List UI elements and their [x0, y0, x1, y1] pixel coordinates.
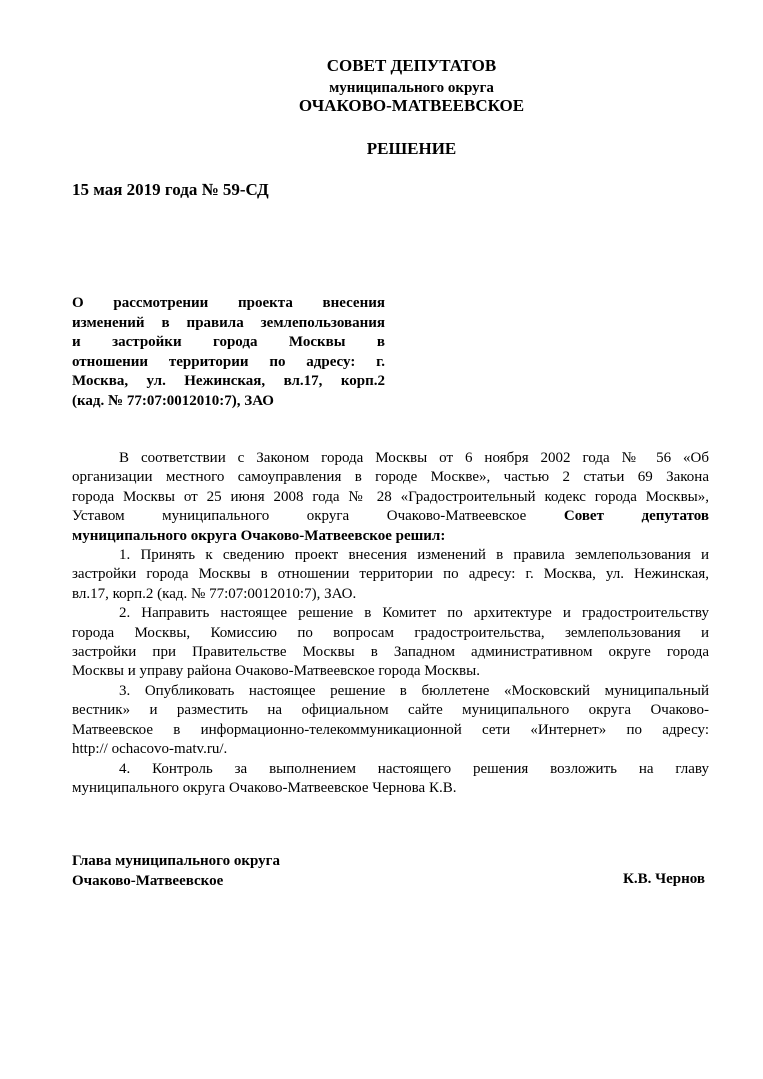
item-line: 2. Направить настоящее решение в Комитет по архитектуре и градостроительству	[119, 605, 709, 622]
item-line: http:// ochacovo-matv.ru/.	[72, 741, 228, 758]
signatory-position	[72, 851, 280, 891]
signatory-position-line: Очаково-Матвеевское	[72, 873, 224, 889]
decision-subject	[72, 294, 385, 412]
signatory-position-line: Глава муниципального округа	[72, 853, 280, 869]
preamble-line: В соответствии с Законом города Москвы от 6 ноября 2002 года № 56 «Об	[119, 450, 709, 466]
council-bold-text: Совет депутатов	[563, 508, 709, 525]
item-line: муниципального округа Очаково-Матвеевское Чернова К.В.	[72, 779, 457, 796]
district-name: ОЧАКОВО-МАТВЕЕВСКОЕ	[298, 96, 525, 115]
preamble-resolved: муниципального округа Очаково-Матвеевское решил:	[72, 527, 446, 544]
item-line: застройки при Правительстве Москвы в Западном административном округе города	[72, 644, 709, 661]
district-line: муниципального округа	[329, 80, 494, 96]
preamble-line: организации местного самоуправления в городе Москве», частью 2 статьи 69 Закона	[72, 469, 709, 486]
item-line: 4. Контроль за выполнением настоящего решения возложить на главу	[119, 760, 709, 777]
item-line: 1. Принять к сведению проект внесения изменений в правила землепользования и	[119, 547, 709, 564]
subject-line: Москва, ул. Нежинская, вл.17, корп.2	[72, 373, 385, 390]
item-line: Москвы и управу района Очаково-Матвеевское города Москвы.	[72, 663, 480, 680]
item-line: 3. Опубликовать настоящее решение в бюллетене «Московский муниципальный	[119, 682, 709, 699]
decision-date-number: 15 мая 2019 года № 59-СД	[72, 180, 269, 199]
item-line: Матвеевское в информационно-телекоммуникационной сети «Интернет» по адресу:	[72, 721, 709, 738]
document-type: РЕШЕНИЕ	[366, 139, 457, 158]
item-line: застройки города Москвы в отношении территории по адресу: г. Москва, ул. Нежинская,	[72, 566, 709, 583]
subject-line: и застройки города Москвы в	[72, 334, 385, 351]
council-title: СОВЕТ ДЕПУТАТОВ	[326, 56, 497, 75]
subject-line: отношении территории по адресу: г.	[72, 353, 385, 370]
item-line: вл.17, корп.2 (кад. № 77:07:0012010:7), ЗАО.	[72, 585, 357, 602]
subject-line: (кад. № 77:07:0012010:7), ЗАО	[72, 392, 274, 409]
item-line: вестник» и разместить на официальном сайте муниципального округа Очаково-	[72, 702, 709, 719]
preamble-line	[72, 507, 709, 526]
signatory-name: К.В. Чернов	[622, 871, 705, 887]
subject-line: изменений в правила землепользования	[72, 314, 385, 331]
item-line: города Москвы, Комиссию по вопросам градостроительства, землепользования и	[72, 624, 709, 641]
subject-line: О рассмотрении проекта внесения	[72, 295, 385, 311]
preamble-line: города Москвы от 25 июня 2008 года № 28 «Градостроительный кодекс города Москвы»,	[72, 488, 709, 505]
preamble-text: Уставом муниципального округа Очаково-Матвеевское	[72, 508, 527, 525]
decision-body	[72, 449, 709, 798]
